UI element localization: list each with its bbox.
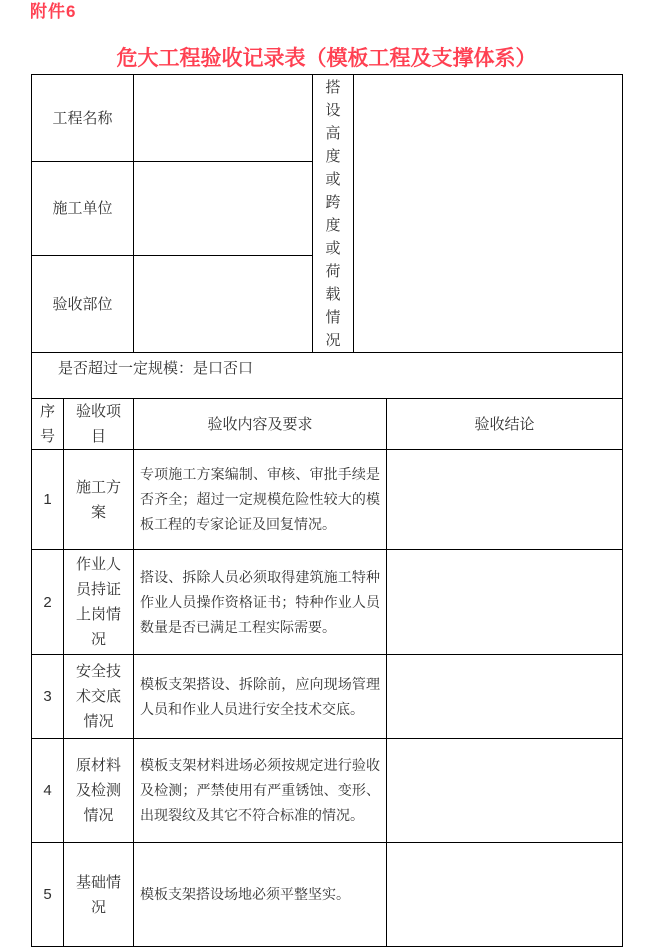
page-title: 危大工程验收记录表（模板工程及支撑体系） (116, 47, 537, 70)
acceptance-part-label: 验收部位 (32, 256, 134, 353)
table-header-row (32, 399, 623, 450)
col-header-conclusion: 验收结论 (387, 399, 623, 450)
acceptance-form-table (31, 74, 623, 947)
construction-unit-field[interactable] (134, 162, 313, 256)
vertical-label-text: 搭设高度或跨度或荷载情况 (325, 78, 341, 349)
row-no: 5 (32, 843, 64, 947)
row-content: 模板支架搭设、拆除前，应向现场管理人员和作业人员进行安全技术交底。 (134, 655, 387, 739)
row-item: 作业人员持证上岗情况 (64, 550, 134, 655)
row-no: 3 (32, 655, 64, 739)
scale-question-checkboxes[interactable]: 是否超过一定规模：是口否口 (32, 353, 623, 399)
row-no: 2 (32, 550, 64, 655)
row-conclusion-field[interactable] (387, 450, 623, 550)
row-item: 基础情况 (64, 843, 134, 947)
table-row (32, 450, 623, 550)
row-content: 模板支架材料进场必须按规定进行验收及检测；严禁使用有严重锈蚀、变形、出现裂纹及其它不符合标准的情况。 (134, 739, 387, 843)
col-header-content: 验收内容及要求 (134, 399, 387, 450)
table-row (32, 353, 623, 399)
setup-height-span-load-field[interactable] (354, 75, 623, 353)
row-content: 搭设、拆除人员必须取得建筑施工特种作业人员操作资格证书；特种作业人员数量是否已满足工程实际需要。 (134, 550, 387, 655)
table-row (32, 843, 623, 947)
row-conclusion-field[interactable] (387, 739, 623, 843)
col-header-item: 验收项目 (64, 399, 134, 450)
table-row (32, 655, 623, 739)
row-content: 模板支架搭设场地必须平整坚实。 (134, 843, 387, 947)
row-conclusion-field[interactable] (387, 550, 623, 655)
row-conclusion-field[interactable] (387, 843, 623, 947)
table-row (32, 550, 623, 655)
row-item: 原材料及检测情况 (64, 739, 134, 843)
row-no: 1 (32, 450, 64, 550)
table-row (32, 75, 623, 162)
table-row (32, 739, 623, 843)
row-no: 4 (32, 739, 64, 843)
construction-unit-label: 施工单位 (32, 162, 134, 256)
col-header-no: 序号 (32, 399, 64, 450)
project-name-label: 工程名称 (32, 75, 134, 162)
project-name-field[interactable] (134, 75, 313, 162)
attachment-label: 附件6 (30, 2, 77, 21)
row-content: 专项施工方案编制、审核、审批手续是否齐全；超过一定规模危险性较大的模板工程的专家论证及回复情况。 (134, 450, 387, 550)
row-item: 施工方案 (64, 450, 134, 550)
row-conclusion-field[interactable] (387, 655, 623, 739)
row-item: 安全技术交底情况 (64, 655, 134, 739)
acceptance-part-field[interactable] (134, 256, 313, 353)
setup-height-span-load-label (313, 75, 354, 353)
